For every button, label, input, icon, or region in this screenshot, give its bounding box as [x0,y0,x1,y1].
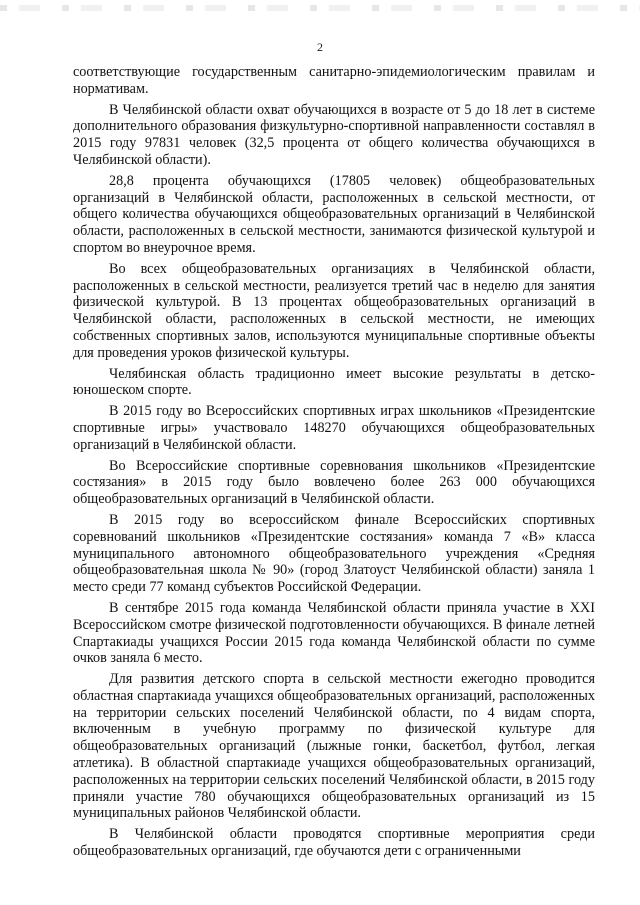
paragraph-presidential-games: В 2015 году во Всероссийских спортивных играх школьников «Президентские спортивные игры» участвовало 148270 обучающихся общеобразовательных организаций в Челябинской области. [73,403,595,453]
scan-artifact [0,5,640,11]
paragraph-results: Челябинская область традиционно имеет высокие результаты в детско-юношеском спорте. [73,365,595,399]
paragraph-third-hour: Во всех общеобразовательных организациях в Челябинской области, расположенных в сельской местности, реализуется третий час в неделю для занятия физической культурой. В 13 процентах общеобразовательных организаций в Челябинской области, расположенных в сельской местности, не имеющих собственных спортивных залов, используются муниципальные спортивные объекты для проведения уроков физической культуры. [73,260,595,361]
paragraph-presidential-contests: Во Всероссийские спортивные соревнования школьников «Президентские состязания» в 2015 году было вовлечено более 263 000 обучающихся общеобразовательных организаций в Челябинской области. [73,457,595,508]
paragraph-rural-spartakiad: Для развития детского спорта в сельской местности ежегодно проводится областная спартакиада учащихся общеобразовательных организаций, расположенных на территории сельских поселений Челябинской области, по 4 видам спорта, включенным в учебную программу по физической культуре для общеобразовательных организаций (лыжные гонки, баскетбол, футбол, легкая атлетика). В областной спартакиаде учащихся общеобразовательных организаций, расположенных на территории сельских поселений Челябинской области, в 2015 году приняли участие 780 обучающихся общеобразовательных организаций из 15 муниципальных районов Челябинской области. [73,671,595,822]
page-number: 2 [317,40,323,54]
document-body [73,64,595,864]
paragraph-rural-students: 28,8 процента обучающихся (17805 человек) общеобразовательных организаций в Челябинской области, расположенных в сельской местности, от общего количества обучающихся общеобразовательных организаций в Челябинской области, расположенных в сельской местности, занимаются физической культурой и спортом во внеурочное время. [73,172,595,256]
paragraph-september-review: В сентябре 2015 года команда Челябинской области приняла участие в XXI Всероссийском смотре физической подготовленности обучающихся. В финале летней Спартакиады учащихся России 2015 года команда Челябинской области по сумме очков заняла 6 место. [73,599,595,667]
paragraph-continuation: соответствующие государственным санитарно-эпидемиологическим правилам и нормативам. [73,64,595,97]
paragraph-coverage: В Челябинской области охват обучающихся в возрасте от 5 до 18 лет в системе дополнительного образования физкультурно-спортивной направленности составлял в 2015 году 97831 человек (32,5 процента от общего количества обучающихся в Челябинской области). [73,101,595,168]
paragraph-special-needs: В Челябинской области проводятся спортивные мероприятия среди общеобразовательных организаций, где обучаются дети с ограниченными [73,826,595,860]
paragraph-final-zlatoust: В 2015 году во всероссийском финале Всероссийских спортивных соревнований школьников «Президентские состязания» команда 7 «В» класса муниципального автономного общеобразовательного учреждения «Средняя общеобразовательная школа № 90» (город Златоуст Челябинской области) заняла 1 место среди 77 команд субъектов Российской Федерации. [73,511,595,596]
